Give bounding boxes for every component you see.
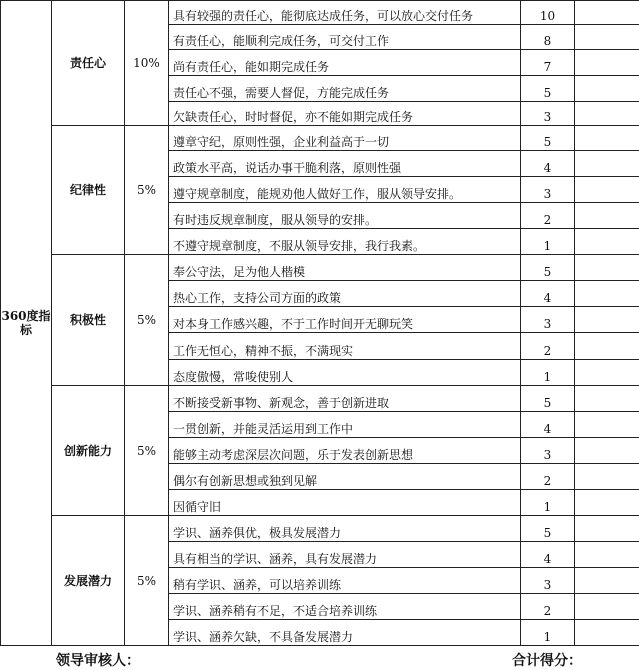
criteria-description: 因循守旧 [169, 490, 521, 516]
criteria-score: 1 [521, 620, 575, 646]
criteria-score: 5 [521, 126, 575, 151]
criteria-description: 具有较强的责任心，能彻底达成任务，可以放心交付任务 [169, 1, 521, 25]
category-weight: 10% [125, 1, 169, 126]
criteria-score: 3 [521, 102, 575, 126]
category-name: 纪律性 [52, 126, 125, 255]
score-entry-cell[interactable] [575, 307, 639, 333]
criteria-description: 稍有学识、涵养，可以培养训练 [169, 568, 521, 594]
category-weight: 5% [125, 255, 169, 386]
score-entry-cell[interactable] [575, 542, 639, 568]
criteria-row [1, 516, 639, 542]
criteria-description: 遵守规章制度，能规劝他人做好工作，服从领导安排。 [169, 177, 521, 203]
criteria-score: 10 [521, 1, 575, 25]
criteria-score: 4 [521, 542, 575, 568]
footer [0, 642, 639, 667]
category-name: 创新能力 [52, 386, 125, 516]
criteria-score: 4 [521, 412, 575, 438]
criteria-score: 2 [521, 464, 575, 490]
score-entry-cell[interactable] [575, 360, 639, 386]
category-name: 责任心 [52, 1, 125, 126]
score-entry-cell[interactable] [575, 490, 639, 516]
score-entry-cell[interactable] [575, 203, 639, 229]
criteria-score: 1 [521, 490, 575, 516]
criteria-description: 有时违反规章制度，服从领导的安排。 [169, 203, 521, 229]
criteria-score: 2 [521, 594, 575, 620]
score-entry-cell[interactable] [575, 25, 639, 50]
criteria-score: 2 [521, 333, 575, 360]
score-entry-cell[interactable] [575, 126, 639, 151]
criteria-score: 3 [521, 307, 575, 333]
score-entry-cell[interactable] [575, 333, 639, 360]
criteria-description: 学识、涵养俱优，极具发展潜力 [169, 516, 521, 542]
criteria-score: 4 [521, 281, 575, 307]
criteria-description: 具有相当的学识、涵养，具有发展潜力 [169, 542, 521, 568]
score-entry-cell[interactable] [575, 151, 639, 177]
criteria-description: 奉公守法，足为他人楷模 [169, 255, 521, 281]
score-entry-cell[interactable] [575, 177, 639, 203]
criteria-score: 5 [521, 516, 575, 542]
criteria-score: 5 [521, 76, 575, 102]
criteria-row [1, 126, 639, 151]
criteria-description: 有责任心，能顺利完成任务，可交付工作 [169, 25, 521, 50]
category-name: 发展潜力 [52, 516, 125, 646]
criteria-row [1, 386, 639, 412]
criteria-score: 2 [521, 203, 575, 229]
criteria-description: 不断接受新事物、新观念，善于创新进取 [169, 386, 521, 412]
criteria-description: 欠缺责任心，时时督促，亦不能如期完成任务 [169, 102, 521, 126]
criteria-description: 对本身工作感兴趣，不于工作时间开无聊玩笑 [169, 307, 521, 333]
criteria-score: 5 [521, 255, 575, 281]
criteria-description: 学识、涵养欠缺，不具备发展潜力 [169, 620, 521, 646]
criteria-description: 态度傲慢，常唆使别人 [169, 360, 521, 386]
criteria-row [1, 1, 639, 25]
criteria-score: 3 [521, 568, 575, 594]
score-entry-cell[interactable] [575, 281, 639, 307]
criteria-description: 政策水平高，说话办事干脆利落，原则性强 [169, 151, 521, 177]
criteria-description: 一贯创新，并能灵活运用到工作中 [169, 412, 521, 438]
score-entry-cell[interactable] [575, 386, 639, 412]
criteria-description: 工作无恒心，精神不振，不满现实 [169, 333, 521, 360]
score-entry-cell[interactable] [575, 594, 639, 620]
criteria-row [1, 255, 639, 281]
criteria-score: 8 [521, 25, 575, 50]
total-score-label: 合计得分： [512, 650, 582, 670]
category-name: 积极性 [52, 255, 125, 386]
score-entry-cell[interactable] [575, 76, 639, 102]
criteria-score: 1 [521, 360, 575, 386]
score-entry-cell[interactable] [575, 50, 639, 76]
score-entry-cell[interactable] [575, 102, 639, 126]
score-entry-cell[interactable] [575, 1, 639, 25]
criteria-score: 3 [521, 438, 575, 464]
criteria-description: 责任心不强，需要人督促，方能完成任务 [169, 76, 521, 102]
reviewer-label: 领导审核人： [56, 650, 140, 670]
criteria-description: 不遵守规章制度，不服从领导安排，我行我素。 [169, 229, 521, 255]
score-entry-cell[interactable] [575, 255, 639, 281]
criteria-description: 遵章守纪，原则性强，企业利益高于一切 [169, 126, 521, 151]
score-entry-cell[interactable] [575, 464, 639, 490]
criteria-description: 能够主动考虑深层次问题，乐于发表创新思想 [169, 438, 521, 464]
criteria-description: 学识、涵养稍有不足，不适合培养训练 [169, 594, 521, 620]
criteria-description: 尚有责任心，能如期完成任务 [169, 50, 521, 76]
index-label: 360度指标 [1, 1, 52, 646]
category-weight: 5% [125, 516, 169, 646]
criteria-description: 偶尔有创新思想或独到见解 [169, 464, 521, 490]
criteria-description: 热心工作，支持公司方面的政策 [169, 281, 521, 307]
category-weight: 5% [125, 386, 169, 516]
criteria-score: 5 [521, 386, 575, 412]
criteria-score: 1 [521, 229, 575, 255]
criteria-score: 3 [521, 177, 575, 203]
criteria-score: 7 [521, 50, 575, 76]
score-entry-cell[interactable] [575, 412, 639, 438]
score-entry-cell[interactable] [575, 516, 639, 542]
score-entry-cell[interactable] [575, 438, 639, 464]
criteria-score: 4 [521, 151, 575, 177]
score-entry-cell[interactable] [575, 229, 639, 255]
score-entry-cell[interactable] [575, 568, 639, 594]
category-weight: 5% [125, 126, 169, 255]
